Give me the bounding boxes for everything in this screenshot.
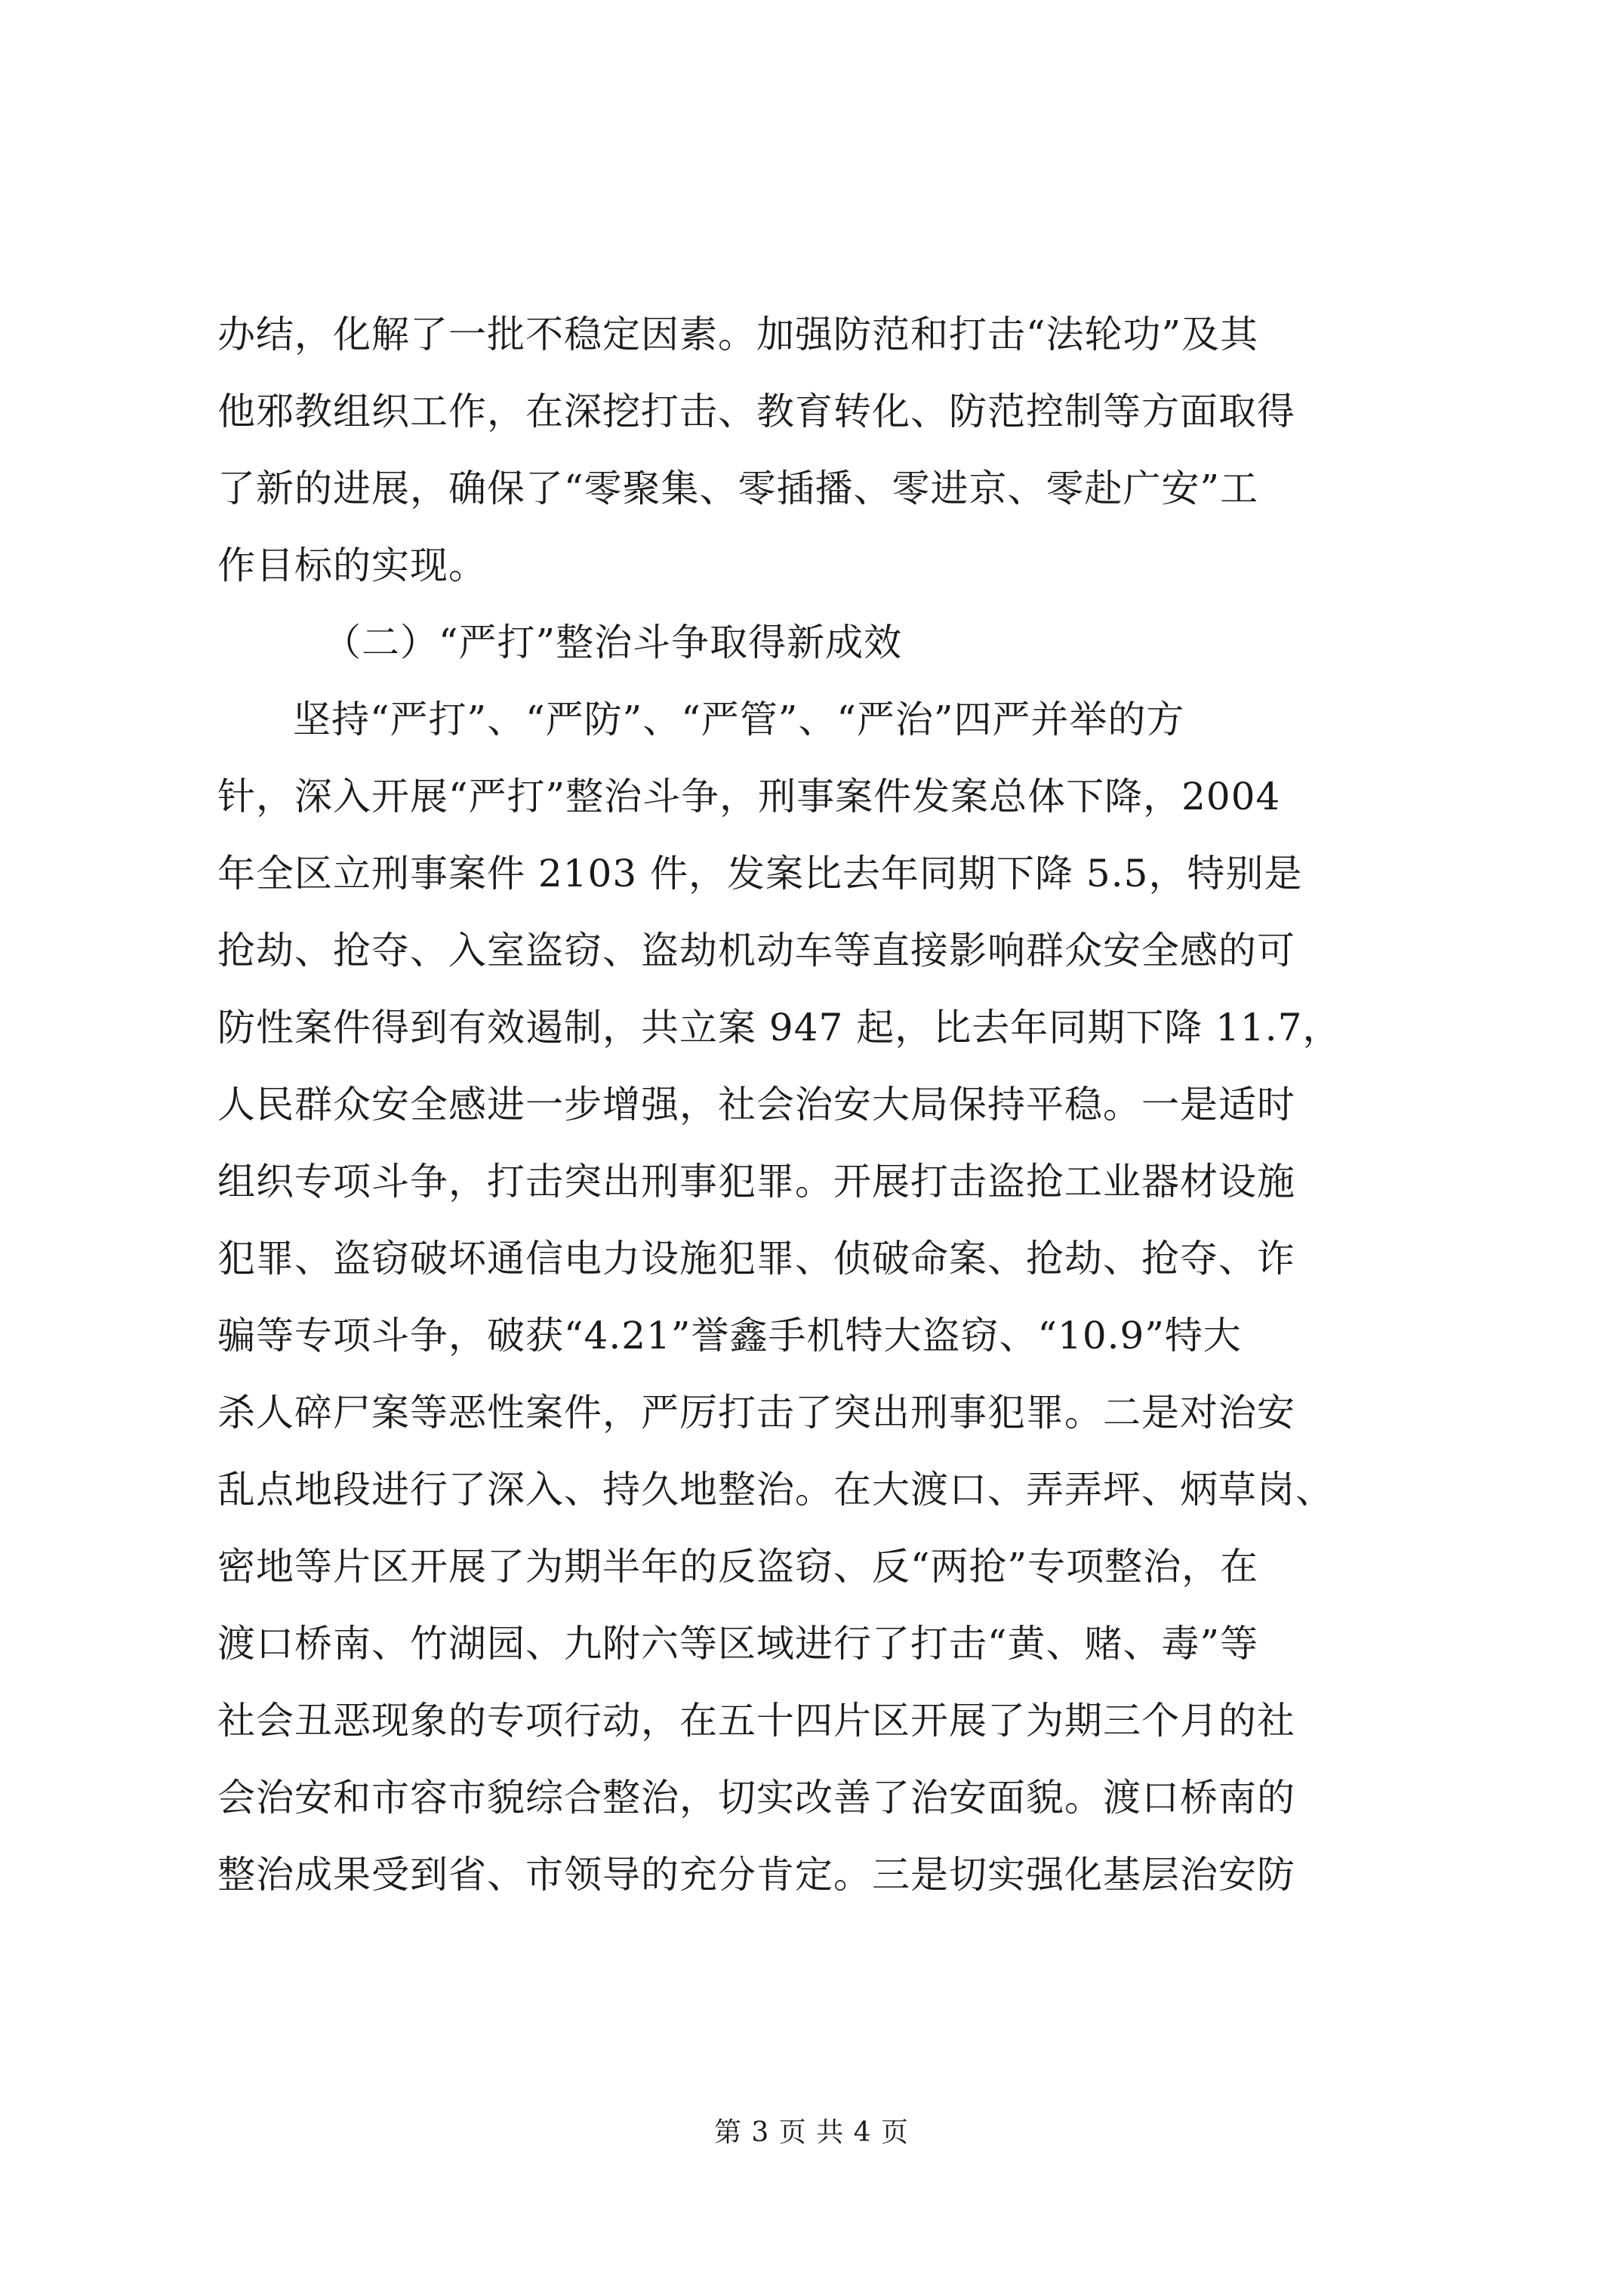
text-line: 作目标的实现。 [217,544,487,587]
text-line: 抢劫、抢夺、入室盗窃、盗劫机动车等直接影响群众安全感的可 [217,929,1295,972]
text-line: 年全区立刑事案件 2103 件，发案比去年同期下降 5.5，特别是 [217,852,1303,895]
text-line: 密地等片区开展了为期半年的反盗窃、反“两抢”专项整治，在 [217,1545,1259,1589]
text-line: 渡口桥南、竹湖园、九附六等区域进行了打击“黄、赌、毒”等 [217,1622,1259,1666]
page-footer [0,2114,1623,2152]
section-heading: （二）“严打”整治斗争取得新成效 [323,621,903,664]
page-number: 第 3 页 共 4 页 [713,2117,910,2148]
text-line: 人民群众安全感进一步增强，社会治安大局保持平稳。一是适时 [217,1083,1295,1126]
text-line: 办结，化解了一批不稳定因素。加强防范和打击“法轮功”及其 [217,313,1259,356]
text-line: 坚持“严打”、“严防”、“严管”、“严治”四严并举的方 [293,698,1185,741]
text-line: 他邪教组织工作，在深挖打击、教育转化、防范控制等方面取得 [217,390,1295,433]
text-line: 防性案件得到有效遏制，共立案 947 起，比去年同期下降 11.7， [217,1006,1341,1049]
text-line: 整治成果受到省、市领导的充分肯定。三是切实强化基层治安防 [217,1853,1295,1897]
body-text [217,296,1425,1913]
text-line: 乱点地段进行了深入、持久地整治。在大渡口、弄弄坪、炳草岗、 [217,1468,1334,1512]
text-line: 会治安和市容市貌综合整治，切实改善了治安面貌。渡口桥南的 [217,1776,1295,1820]
text-line: 社会丑恶现象的专项行动，在五十四片区开展了为期三个月的社 [217,1699,1295,1743]
text-line: 组织专项斗争，打击突出刑事犯罪。开展打击盗抢工业器材设施 [217,1160,1295,1203]
text-line: 杀人碎尸案等恶性案件，严厉打击了突出刑事犯罪。二是对治安 [217,1391,1295,1435]
text-line: 了新的进展，确保了“零聚集、零插播、零进京、零赴广安”工 [217,467,1259,510]
text-line: 犯罪、盗窃破坏通信电力设施犯罪、侦破命案、抢劫、抢夺、诈 [217,1237,1295,1281]
text-line: 骗等专项斗争，破获“4.21”誉鑫手机特大盗窃、“10.9”特大 [217,1314,1242,1358]
text-line: 针，深入开展“严打”整治斗争，刑事案件发案总体下降，2004 [217,775,1281,818]
